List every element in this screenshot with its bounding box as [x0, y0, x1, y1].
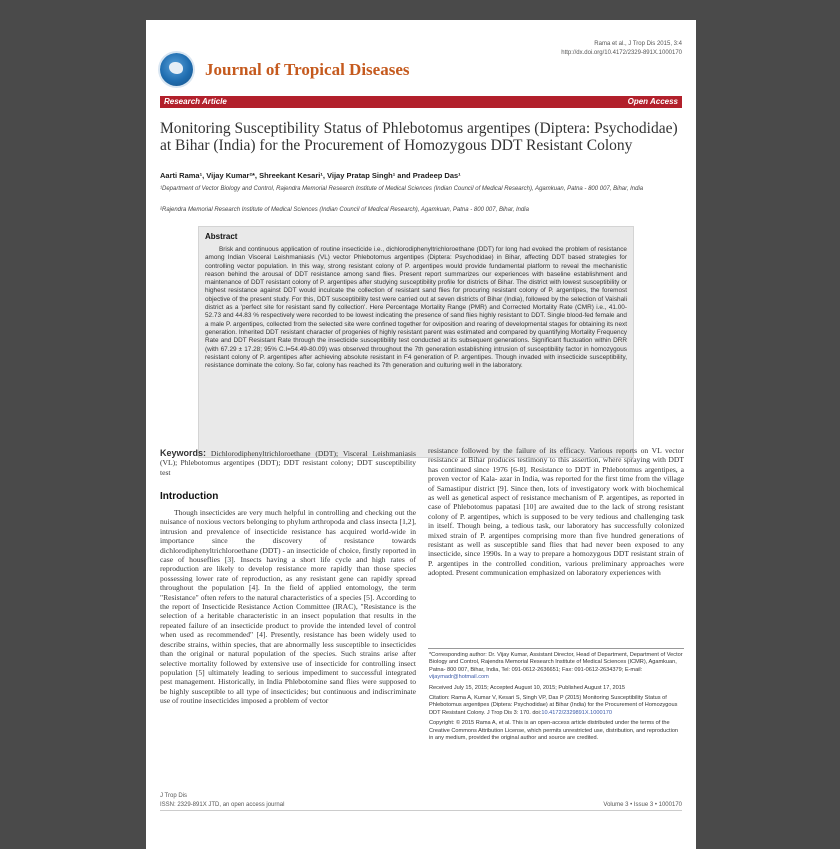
doi-link[interactable]: http://dx.doi.org/10.4172/2329-891X.1000170 — [561, 50, 682, 56]
author-list: Aarti Rama¹, Vijay Kumar²*, Shreekant Kesari¹, Vijay Pratap Singh¹ and Pradeep Das¹ — [160, 171, 461, 180]
intro-left-column — [160, 508, 416, 706]
affiliation-2: ²Rajendra Memorial Research Institute of Medical Sciences (Indian Council of Medical Research), Agamkuan, Patna - 800 007, Bihar, India — [160, 207, 529, 213]
affiliation-1: ¹Department of Vector Biology and Control, Rajendra Memorial Research Institute of Medical Sciences (Indian Council of Medical Research), Agamkuan, Patna - 800 007, Bihar, India — [160, 186, 644, 192]
article-page — [146, 20, 696, 849]
page-footer — [160, 792, 682, 810]
intro-right-text: resistance followed by the failure of its efficacy. Various reports on VL vector resistance at Bihar produces testimony to this assertion, where spraying with DDT has continued since 1976 [6-8]. Resistance to DDT in Phlebotomus argentipes, a proven vector of Kala- azar in India, was reported for the first time from the village of Samastipur district [9]. Since then, lots of investigatory work with biochemical as well as genetical aspect of resistance mechanism of P. argentipes, as reported in case of Phlebotomus papatasi [10] are awaited due to the lack of strong resistant colony of P. argentipes, which is supposed to be very tedious and challenging task in itself. Though being, a tedious task, our laboratory has successfully colonized mixed strain of P. argentipes comprising more than five hundred generations of resistant as well as susceptible sand flies that had never been exposed to any insecticide, since 1990s. In a way to prepare a homozygous DDT resistant strain of P. argentipes in the controlled condition, various preliminary approaches were adopted. Present communication emphasized on laboratory experiences with — [428, 446, 684, 578]
intro-left-text: Though insecticides are very much helpful in controlling and checking out the nuisance of noxious vectors belonging to phylum arthropoda and class insecta [1,2], intrusion and prevalence of insecticide resistance has acquired world-wide in importance since the discovery of resistance towards dichlorodiphenyltrichloroethane (DDT) - an insecticide of choice, firstly reported in case of houseflies [3]. Insects having a short life cycle and high rates of reproduction are likely to develop resistance more rapidly than those species possessing lower rate of reproduction, as any resistant gene can rapidly spread throughout the population [4]. In the field of applied entomology, the term "Resistance" often refers to the natural characteristics of a species [5]. According to the report of Insecticide Resistance Action Committee (IRAC), "Resistance is the selection of a heritable characteristic in an insect population that results in the repeated failure of an insecticide product to provide the intended level of control when used as recommended" [4]. Presently, resistance has been widely used to describe strains, within species, that are abnormally less susceptible to insecticides than the original or natural population of the species. Such strains arise after selective mortality followed by extensive use of insecticide for controlling insect population [5] ultimately leading to serious impediment to successful integrated pest management. Historically, in India Phlebotomine sand flies were supposed to be highly susceptible to all type of insecticides; but continuous and indiscriminate use of routine insecticides imposed a problem of vector — [160, 508, 416, 706]
header-citation — [561, 40, 682, 58]
copyright-note: Copyright: © 2015 Rama A, et al. This is an open-access article distributed under the terms of the Creative Commons Attribution License, which permits unrestricted use, distribution, and reproduction in any medium, provided the original author and source are credited. — [429, 720, 679, 742]
notes-divider — [428, 648, 684, 649]
keywords — [160, 449, 416, 477]
article-title: Monitoring Susceptibility Status of Phlebotomus argentipes (Diptera: Psychodidae) at Bihar (India) for the Procurement of Homozygous DDT Resistant Colony — [160, 120, 678, 154]
keywords-text: Dichlorodiphenyltrichloroethane (DDT); Visceral Leishmaniasis (VL); Phlebotomus argentipes (DDT); DDT resistant colony; DDT susceptibility test — [160, 449, 416, 477]
article-type: Research Article — [164, 97, 227, 106]
journal-name: Journal of Tropical Diseases — [205, 60, 410, 79]
corresponding-author: *Corresponding author: Dr. Vijay Kumar, Assistant Director, Head of Department, Department of Vector Biology and Control, Rajendra Memorial Research Institute of Medical Sciences (ICMR), Agamkuan, Patna- 800 007, Bihar, India, Tel: 091-0612-2636651; Fax: 091-0612-2634379; E-mail: — [429, 652, 683, 673]
received-dates: Received July 15, 2015; Accepted August 10, 2015; Published August 17, 2015 — [429, 684, 625, 691]
article-type-bar — [160, 96, 682, 108]
journal-logo-icon — [160, 53, 193, 86]
abstract-heading: Abstract — [205, 232, 238, 241]
keywords-label: Keywords: — [160, 448, 207, 458]
intro-right-column — [428, 446, 684, 578]
introduction-heading: Introduction — [160, 491, 219, 502]
citation-note: Citation: Rama A, Kumar V, Kesari S, Singh VP, Das P (2015) Monitoring Susceptibility Status of Phlebotomus argentipes (Diptera: Psychodidae) at Bihar (India) for the Procurement of Homozygous DDT Resistant Colony. J Trop Dis 3: 170. doi: — [429, 695, 678, 716]
abstract-text: Brisk and continuous application of routine insecticide i.e., dichlorodiphenyltrichloroethane (DDT) for long had evoked the problem of resistance among Indian Visceral Leishmaniasis (VL) vector Phlebotomus argentipes (Diptera: Psychodidae) in Bihar, affecting DDT based strategies for controlling vector population. In this way, strong resistant colony of P. argentipes would provide fundamental platform to reveal the mechanistic reason behind the arousal of DDT resistance among sand flies. Present report summarizes our experiences with baseline establishment and maintenance of DDT resistant colony of P. argentipes after studying susceptibility profile for districts of Bihar. The district with lowest susceptibility or highest resistance against DDT would inculcate the collection of resistant sand flies for procuring resistant colony of P. argentipes, the foremost objective of the present study. For this, DDT susceptibility test were carried out at seven districts of Bihar (India), followed by the selection of Vaishali district as a 'perfect site for resistant sand fly collection'. Here Percentage Mortality Range (PMR) and Corrected Mortality Rate (CMR) i.e., 41.00-52.73 and 44.83 % respectively were recorded to be lowest indicating the presence of sand flies highly resistant to DDT. Single blood-fed female and a male P. argentipes, collected from the selected site were confined together for oviposition and rearing of developmental stages for obtaining its next generation. Inherited DDT resistant character of progenies of highly resistant parent was estimated and compared by quantifying Mortality Frequency Rate and DDT Resistant Rate through the insecticide susceptibility test conducted at its subsequent generations. Significant fluctuation within DRR (with 67.29 ± 17.28; 95% C.I=54.49-80.09) was observed throughout the 7th generation establishing intrusion of susceptibility factor in homozygous resistant colony of P. argentipes after achieving absolute resistant in F4 generation of P. argentipes. Though invaded with insecticide susceptibility, resistance dominate the colony. So far, colony has reached its 7th generation and culturing well in the laboratory. — [205, 246, 627, 370]
footer-journal: J Trop Dis — [160, 793, 188, 799]
email-link[interactable]: vijaymadr@hotmail.com — [429, 674, 489, 681]
citation-doi-link[interactable]: 10.4172/2329891X.1000170 — [541, 709, 612, 716]
open-access-badge: Open Access — [627, 97, 678, 106]
footer-issn: ISSN: 2329-891X JTD, an open access journal — [160, 802, 285, 808]
footer-divider — [160, 810, 682, 811]
abstract-box — [198, 226, 634, 458]
footer-volume: Volume 3 • Issue 3 • 1000170 — [603, 802, 682, 808]
citation-short: Rama et al., J Trop Dis 2015, 3:4 — [594, 41, 682, 47]
footnotes — [429, 652, 683, 745]
